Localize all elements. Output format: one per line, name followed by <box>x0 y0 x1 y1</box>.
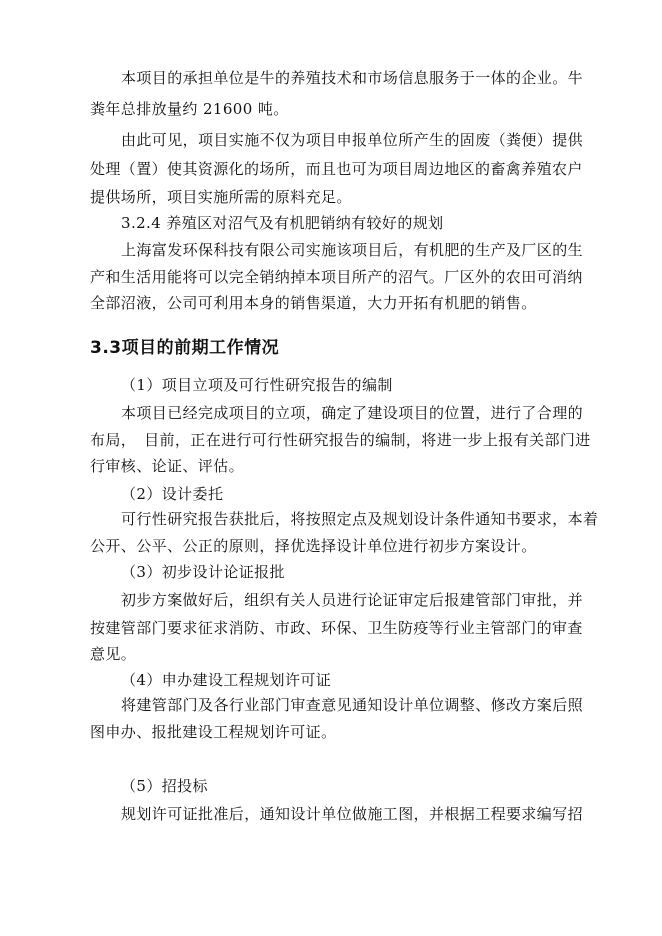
p3-line-1: 上海富发环保科技有限公司实施该项目后，有机肥的生产及厂区的生 <box>121 241 584 259</box>
item2-line-1: 可行性研究报告获批后，将按照定点及规划设计条件通知书要求，本着 <box>121 510 599 528</box>
item4-line-2: 图申办、报批建设工程规划许可证。 <box>90 723 337 741</box>
sub-heading-3-2-4: 3.2.4 养殖区对沼气及有机肥销纳有较好的规划 <box>121 214 444 232</box>
p2-line-1: 由此可见，项目实施不仅为项目申报单位所产生的固废（粪便）提供 <box>121 131 584 149</box>
item2-title: （2）设计委托 <box>121 485 224 503</box>
item3-title: （3）初步设计论证报批 <box>121 563 285 581</box>
item2-line-2: 公开、公平、公正的原则，择优选择设计单位进行初步方案设计。 <box>90 537 537 555</box>
item3-line-2: 按建管部门要求征求消防、市政、环保、卫生防疫等行业主管部门的审查 <box>90 619 583 637</box>
p2-line-2: 处理（置）使其资源化的场所，而且也可为项目周边地区的畜禽养殖农户 <box>90 160 583 178</box>
item1-line-2: 布局， 目前，正在进行可行性研究报告的编制，将进一步上报有关部门进 <box>90 431 591 449</box>
item5-line-1: 规划许可证批准后，通知设计单位做施工图，并根据工程要求编写招 <box>121 805 584 823</box>
item4-line-1: 将建管部门及各行业部门审查意见通知设计单位调整、修改方案后照 <box>121 696 584 714</box>
p2-line-3: 提供场所，项目实施所需的原料充足。 <box>90 188 352 206</box>
item5-title: （5）招投标 <box>121 777 208 795</box>
section-heading-3-3: 3.3项目的前期工作情况 <box>90 338 280 358</box>
p1-line-2: 粪年总排放量约 21600 吨。 <box>90 100 289 118</box>
item3-line-1: 初步方案做好后，组织有关人员进行论证审定后报建管部门审批，并 <box>121 591 584 609</box>
item1-line-3: 行审核、论证、评估。 <box>90 457 245 475</box>
p1-line-1: 本项目的承担单位是牛的养殖技术和市场信息服务于一体的企业。牛 <box>121 69 584 87</box>
p3-line-3: 全部沼液，公司可利用本身的销售渠道，大力开拓有机肥的销售。 <box>90 294 537 312</box>
item1-line-1: 本项目已经完成项目的立项，确定了建设项目的位置，进行了合理的 <box>121 404 584 422</box>
item3-line-3: 意见。 <box>90 645 137 663</box>
item1-title: （1）项目立项及可行性研究报告的编制 <box>121 376 393 394</box>
item4-title: （4）申办建设工程规划许可证 <box>121 671 332 689</box>
p3-line-2: 产和生活用能将可以完全销纳掉本项目所产的沼气。厂区外的农田可消纳 <box>90 268 583 286</box>
